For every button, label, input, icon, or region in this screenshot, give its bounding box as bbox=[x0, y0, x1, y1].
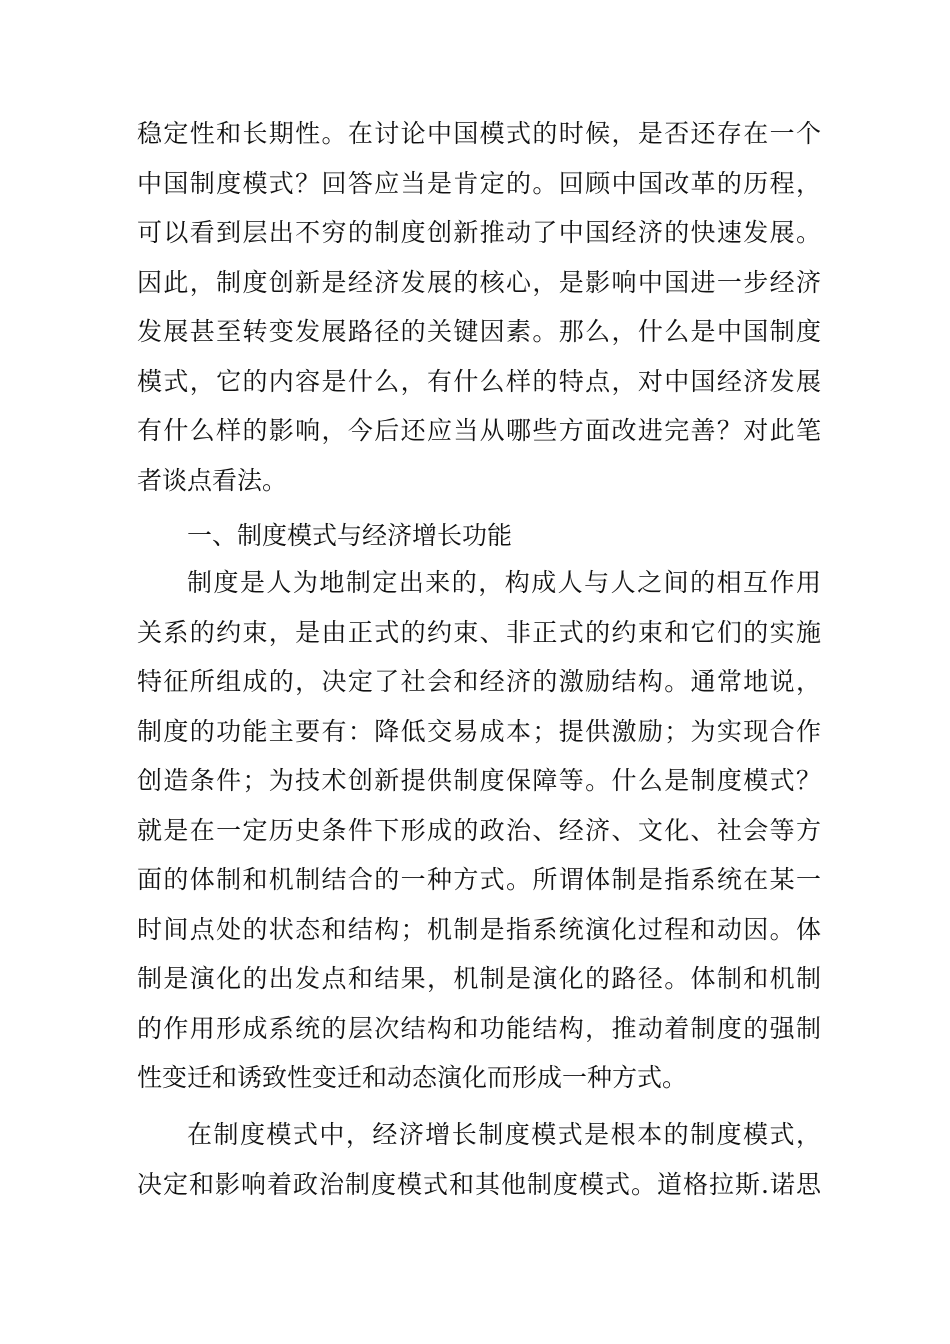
text-line: 有什么样的影响，今后还应当从哪些方面改进完善？对此笔 bbox=[137, 416, 821, 445]
text-line: 特征所组成的，决定了社会和经济的激励结构。通常地说， bbox=[137, 667, 821, 696]
text-line: 创造条件；为技术创新提供制度保障等。什么是制度模式？ bbox=[137, 766, 821, 795]
text-line: 者谈点看法。 bbox=[137, 465, 288, 495]
paragraph-growth bbox=[137, 1110, 821, 1209]
text-line: 决定和影响着政治制度模式和其他制度模式。道格拉斯.诺思 bbox=[137, 1169, 821, 1199]
text-line: 中国制度模式？回答应当是肯定的。回顾中国改革的历程， bbox=[137, 168, 821, 198]
text-line: 制度的功能主要有：降低交易成本；提供激励；为实现合作 bbox=[137, 716, 821, 746]
text-line: 的作用形成系统的层次结构和功能结构，推动着制度的强制 bbox=[137, 1013, 821, 1043]
text-line: 时间点处的状态和结构；机制是指系统演化过程和动因。体 bbox=[137, 914, 821, 944]
text-line: 模式，它的内容是什么，有什么样的特点，对中国经济发展 bbox=[137, 366, 821, 396]
text-line: 因此，制度创新是经济发展的核心，是影响中国进一步经济 bbox=[137, 267, 821, 297]
text-line: 发展甚至转变发展路径的关键因素。那么，什么是中国制度 bbox=[137, 317, 821, 346]
section-heading: 一、制度模式与经济增长功能 bbox=[187, 521, 513, 550]
paragraph-intro bbox=[137, 109, 821, 505]
text-line: 在制度模式中，经济增长制度模式是根本的制度模式， bbox=[187, 1120, 821, 1149]
text-line: 关系的约束，是由正式的约束、非正式的约束和它们的实施 bbox=[137, 617, 821, 647]
text-line: 性变迁和诱致性变迁和动态演化而形成一种方式。 bbox=[137, 1063, 688, 1092]
text-line: 面的体制和机制结合的一种方式。所谓体制是指系统在某一 bbox=[137, 865, 821, 894]
text-line: 稳定性和长期性。在讨论中国模式的时候，是否还存在一个 bbox=[137, 119, 821, 148]
text-line: 就是在一定历史条件下形成的政治、经济、文化、社会等方 bbox=[137, 815, 821, 845]
text-line: 制度是人为地制定出来的，构成人与人之间的相互作用 bbox=[187, 568, 821, 597]
paragraph-definition bbox=[137, 558, 821, 1103]
text-line: 制是演化的出发点和结果，机制是演化的路径。体制和机制 bbox=[137, 964, 821, 993]
text-line: 可以看到层出不穷的制度创新推动了中国经济的快速发展。 bbox=[137, 218, 821, 247]
